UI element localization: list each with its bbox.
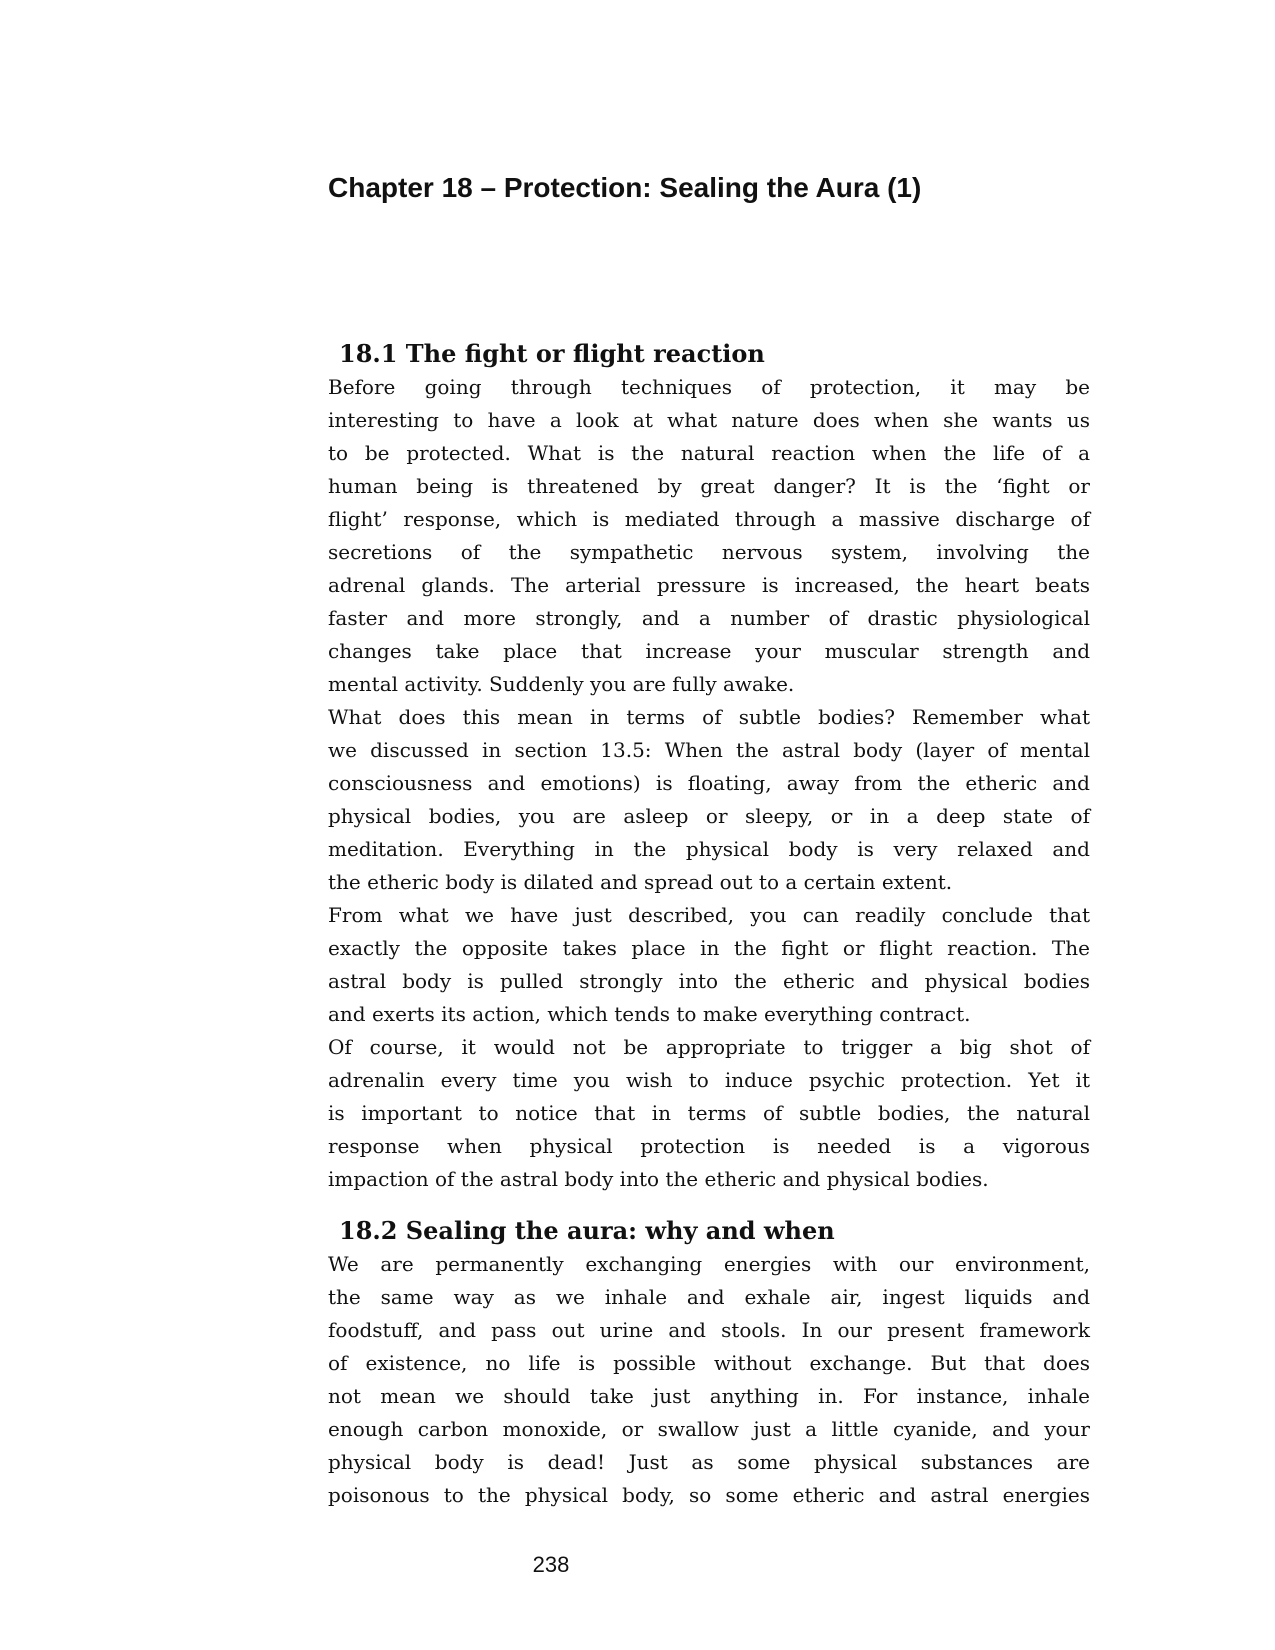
text-line: foodstuff, and pass out urine and stools. In our present framework (328, 1318, 1090, 1342)
text-line: physical bodies, you are asleep or sleepy, or in a deep state of (328, 804, 1090, 828)
text-line: the same way as we inhale and exhale air, ingest liquids and (328, 1285, 1090, 1309)
text-line: to be protected. What is the natural reaction when the life of a (328, 441, 1090, 465)
text-line: What does this mean in terms of subtle bodies? Remember what (328, 705, 1090, 729)
section-heading-18-1: 18.1 The fight or flight reaction (339, 339, 765, 368)
text-line: meditation. Everything in the physical body is very relaxed and (328, 837, 1090, 861)
text-line: Before going through techniques of protection, it may be (328, 375, 1090, 399)
text-line: of existence, no life is possible without exchange. But that does (328, 1351, 1090, 1375)
text-line: physical body is dead! Just as some physical substances are (328, 1450, 1090, 1474)
text-line: changes take place that increase your muscular strength and (328, 639, 1090, 663)
paragraph-exchanging-energies (328, 1248, 1090, 1512)
text-line: impaction of the astral body into the etheric and physical bodies. (328, 1167, 989, 1191)
page-body (328, 337, 1090, 1512)
text-line: consciousness and emotions) is floating, away from the etheric and (328, 771, 1090, 795)
page-number: 238 (532, 1552, 570, 1577)
text-line: mental activity. Suddenly you are fully awake. (328, 672, 795, 696)
text-line: human being is threatened by great danger? It is the ‘fight or (328, 474, 1090, 498)
text-line: We are permanently exchanging energies with our environment, (328, 1252, 1090, 1276)
section-heading-18-2: 18.2 Sealing the aura: why and when (339, 1216, 835, 1245)
chapter-title: Chapter 18 – Protection: Sealing the Aura (1) (328, 172, 922, 203)
text-line: adrenalin every time you wish to induce psychic protection. Yet it (328, 1068, 1090, 1092)
text-line: flight’ response, which is mediated through a massive discharge of (328, 507, 1090, 531)
text-line: secretions of the sympathetic nervous system, involving the (328, 540, 1090, 564)
paragraph-adrenalin (328, 1031, 1090, 1196)
text-line: and exerts its action, which tends to make everything contract. (328, 1002, 971, 1026)
paragraph-subtle-bodies (328, 701, 1090, 899)
text-line: Of course, it would not be appropriate to trigger a big shot of (328, 1035, 1090, 1059)
text-line: the etheric body is dilated and spread out to a certain extent. (328, 870, 953, 894)
paragraph-opposite (328, 899, 1090, 1031)
text-line: response when physical protection is needed is a vigorous (328, 1134, 1090, 1158)
text-line: adrenal glands. The arterial pressure is increased, the heart beats (328, 573, 1090, 597)
text-line: enough carbon monoxide, or swallow just a little cyanide, and your (328, 1417, 1090, 1441)
text-line: astral body is pulled strongly into the etheric and physical bodies (328, 969, 1090, 993)
text-line: exactly the opposite takes place in the fight or flight reaction. The (328, 936, 1090, 960)
text-line: not mean we should take just anything in. For instance, inhale (328, 1384, 1090, 1408)
paragraph-fight-or-flight (328, 371, 1090, 701)
text-line: poisonous to the physical body, so some etheric and astral energies (328, 1483, 1090, 1507)
text-line: is important to notice that in terms of subtle bodies, the natural (328, 1101, 1090, 1125)
text-line: From what we have just described, you can readily conclude that (328, 903, 1090, 927)
text-line: we discussed in section 13.5: When the astral body (layer of mental (328, 738, 1090, 762)
text-line: interesting to have a look at what nature does when she wants us (328, 408, 1090, 432)
text-line: faster and more strongly, and a number of drastic physiological (328, 606, 1090, 630)
